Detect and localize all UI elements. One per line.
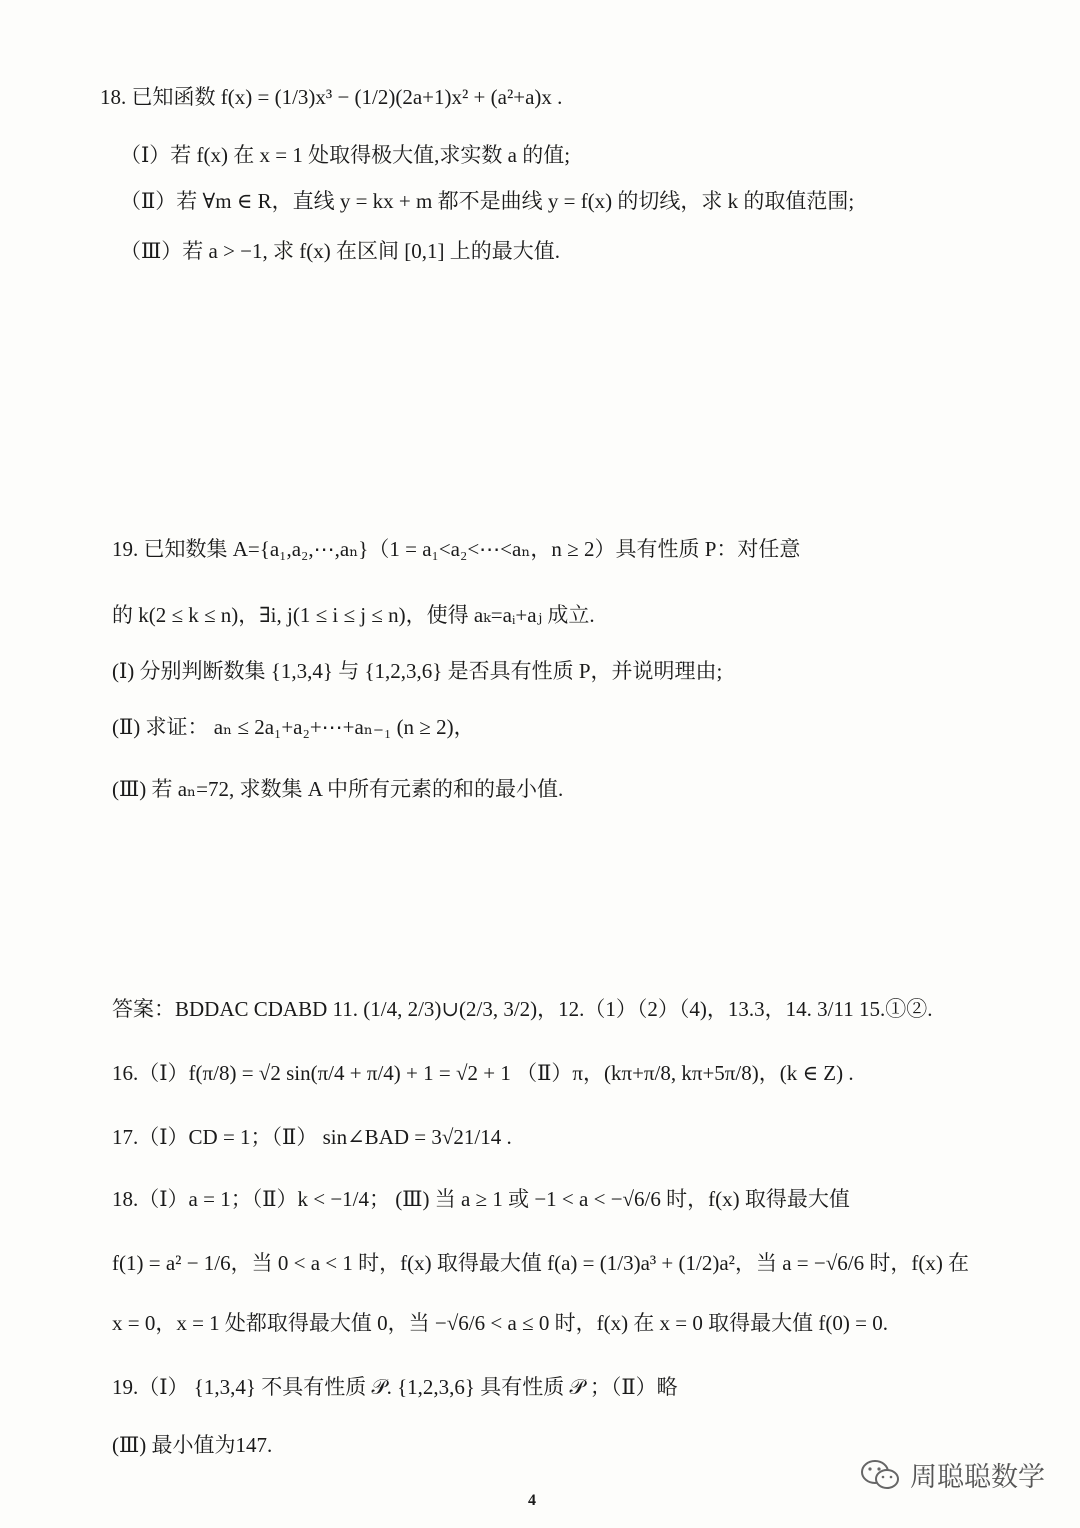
wechat-icon <box>860 1458 900 1492</box>
answers-line-3: 17.（Ⅰ）CD = 1；（Ⅱ） sin∠BAD = 3√21/14 . <box>112 1125 512 1149</box>
answers-line-1: 答案：BDDAC CDABD 11. (1/4, 2/3)∪(2/3, 3/2)，12.（1）（2）（4)，13.3，14. 3/11 15.①②. <box>112 997 933 1021</box>
watermark <box>860 1455 1045 1494</box>
watermark-text: 周聪聪数学 <box>910 1462 1045 1493</box>
answers-line-7: 19.（Ⅰ） {1,3,4} 不具有性质 𝒫. {1,2,3,6} 具有性质 𝒫 ；（Ⅱ）略 <box>112 1375 678 1399</box>
q18-part1: （Ⅰ）若 f(x) 在 x = 1 处取得极大值,求实数 a 的值; <box>120 143 571 167</box>
answers-line-6: x = 0，x = 1 处都取得最大值 0，当 −√6/6 < a ≤ 0 时，f(x) 在 x = 0 取得最大值 f(0) = 0. <box>112 1311 888 1335</box>
answers-line-5: f(1) = a² − 1/6，当 0 < a < 1 时，f(x) 取得最大值 f(a) = (1/3)a³ + (1/2)a²，当 a = −√6/6 时，f(x) 在 <box>112 1251 970 1275</box>
answers-line-4: 18.（Ⅰ）a = 1；（Ⅱ）k < −1/4； (Ⅲ) 当 a ≥ 1 或 −1 < a < −√6/6 时，f(x) 取得最大值 <box>112 1187 850 1211</box>
q19-part3: (Ⅲ) 若 aₙ=72, 求数集 A 中所有元素的和的最小值. <box>112 777 564 801</box>
q18-stem: 18. 已知函数 f(x) = (1/3)x³ − (1/2)(2a+1)x² + (a²+a)x . <box>100 85 563 109</box>
q19-stem-1: 19. 已知数集 A={a₁,a₂,⋯,aₙ}（1 = a₁<a₂<⋯<aₙ，n ≥ 2）具有性质 P：对任意 <box>112 537 801 561</box>
q19-part2: (Ⅱ) 求证： aₙ ≤ 2a₁+a₂+⋯+aₙ₋₁ (n ≥ 2)， <box>112 715 475 739</box>
q18-part3: （Ⅲ）若 a > −1, 求 f(x) 在区间 [0,1] 上的最大值. <box>120 239 560 263</box>
page-number: 4 <box>528 1492 536 1509</box>
q19-stem-2: 的 k(2 ≤ k ≤ n)，∃i, j(1 ≤ i ≤ j ≤ n)，使得 aₖ=aᵢ+aⱼ 成立. <box>112 603 595 627</box>
q18-part2: （Ⅱ）若 ∀m ∈ R，直线 y = kx + m 都不是曲线 y = f(x) 的切线，求 k 的取值范围; <box>120 189 855 213</box>
answers-line-8: (Ⅲ) 最小值为147. <box>112 1433 273 1457</box>
q19-part1: (Ⅰ) 分别判断数集 {1,3,4} 与 {1,2,3,6} 是否具有性质 P，并说明理由; <box>112 659 723 683</box>
answers-line-2: 16.（Ⅰ）f(π/8) = √2 sin(π/4 + π/4) + 1 = √2 + 1 （Ⅱ）π，(kπ+π/8, kπ+5π/8)，(k ∈ Z) . <box>112 1061 854 1085</box>
